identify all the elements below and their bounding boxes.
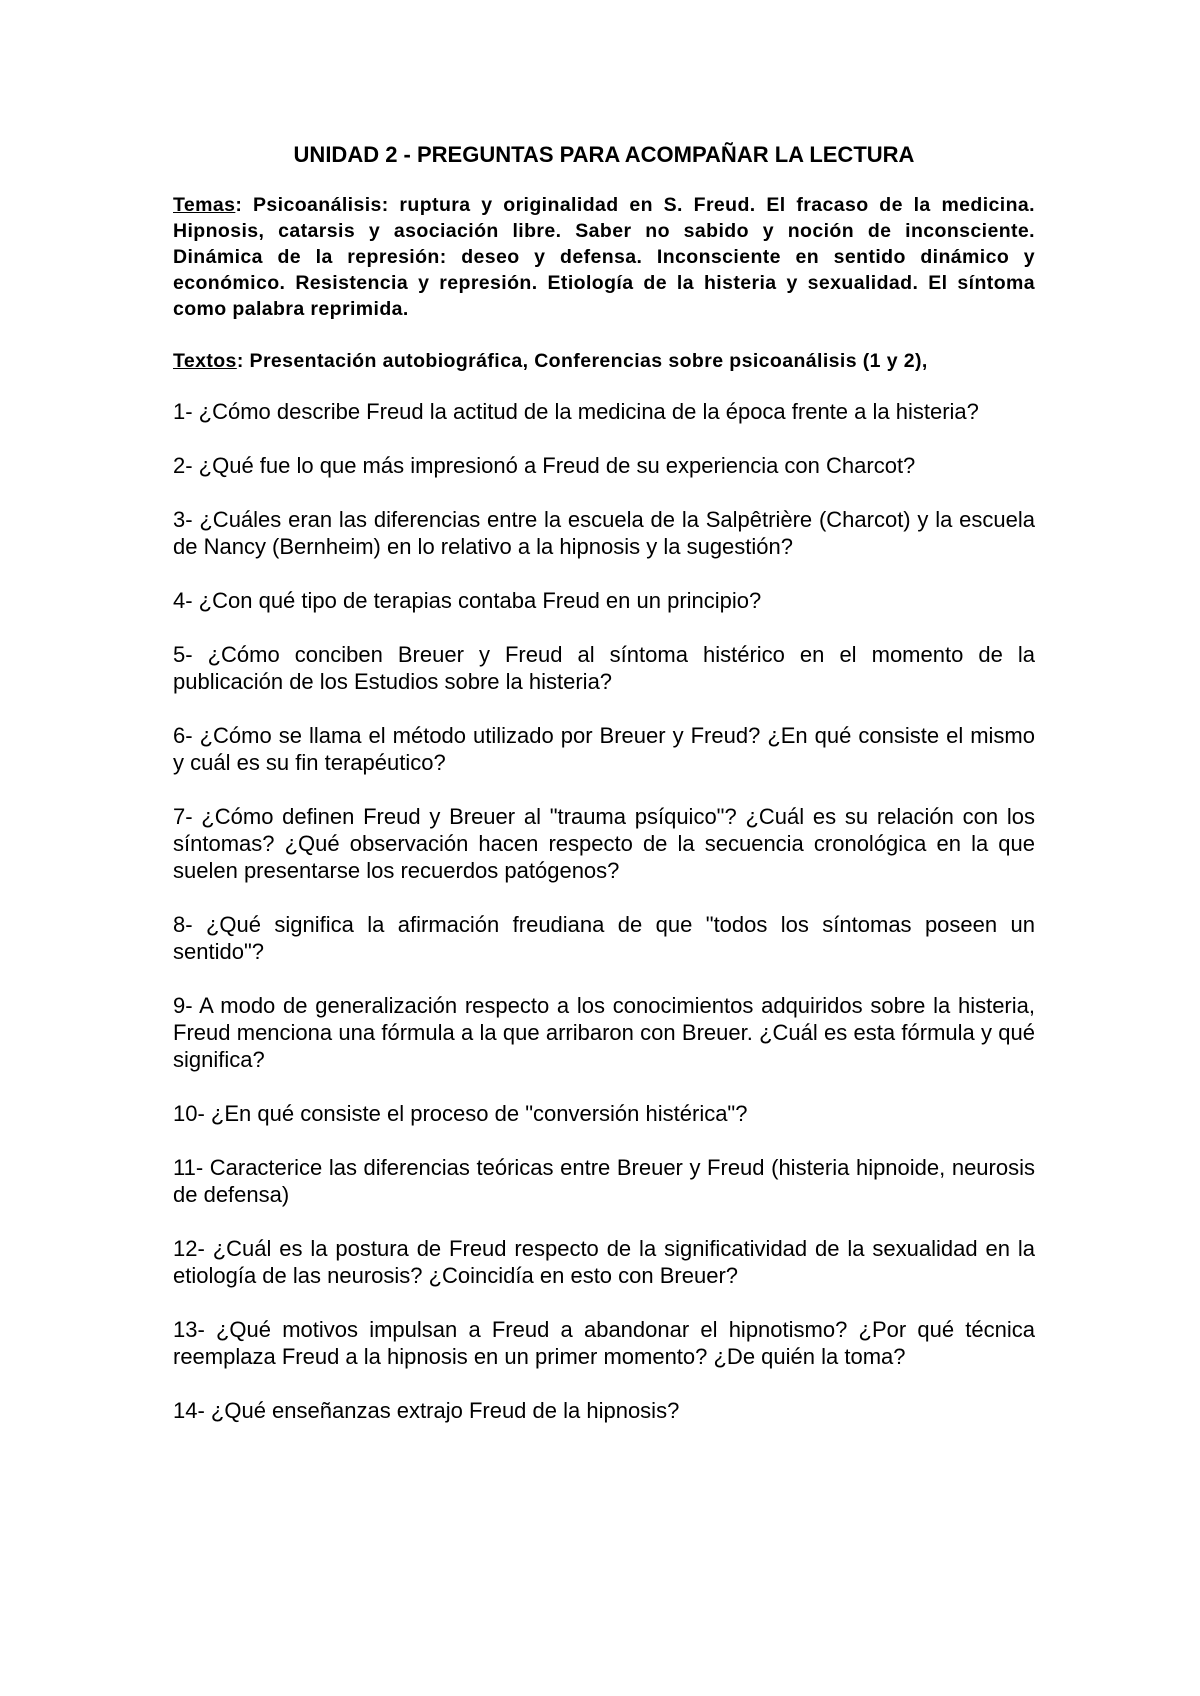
topics-label: Temas	[173, 194, 236, 216]
texts-paragraph	[173, 348, 1035, 374]
topics-paragraph	[173, 192, 1035, 322]
question-8: 8- ¿Qué significa la afirmación freudiana de que "todos los síntomas poseen un sentido"?	[173, 912, 1035, 964]
topics-separator: :	[235, 194, 243, 216]
document-page	[173, 142, 1035, 1451]
question-13: 13- ¿Qué motivos impulsan a Freud a abandonar el hipnotismo? ¿Por qué técnica reemplaza Freud a la hipnosis en un primer momento? ¿De quién la toma?	[173, 1317, 1035, 1369]
question-list	[173, 398, 1035, 1424]
question-7: 7- ¿Cómo definen Freud y Breuer al "trauma psíquico"? ¿Cuál es su relación con los síntomas? ¿Qué observación hacen respecto de la secuencia cronológica en la que suelen presentarse los recuerdos patógenos?	[173, 804, 1035, 883]
question-1: 1- ¿Cómo describe Freud la actitud de la medicina de la época frente a la histeria?	[173, 399, 979, 424]
question-12: 12- ¿Cuál es la postura de Freud respecto de la significatividad de la sexualidad en la etiología de las neurosis? ¿Coincidía en esto con Breuer?	[173, 1236, 1035, 1288]
question-2: 2- ¿Qué fue lo que más impresionó a Freud de su experiencia con Charcot?	[173, 453, 916, 478]
question-6: 6- ¿Cómo se llama el método utilizado por Breuer y Freud? ¿En qué consiste el mismo y cuál es su fin terapéutico?	[173, 723, 1035, 775]
question-10: 10- ¿En qué consiste el proceso de "conversión histérica"?	[173, 1101, 748, 1126]
topics-text: Psicoanálisis: ruptura y originalidad en S. Freud. El fracaso de la medicina. Hipnosis, catarsis y asociación libre. Saber no sabido y noción de inconsciente. Dinámica de la represión: deseo y defensa. Inconsciente en sentido dinámico y económico. Resistencia y represión. Etiología de la histeria y sexualidad. El síntoma como palabra reprimida.	[173, 194, 1035, 320]
question-9: 9- A modo de generalización respecto a los conocimientos adquiridos sobre la histeria, Freud menciona una fórmula a la que arribaron con Breuer. ¿Cuál es esta fórmula y qué significa?	[173, 993, 1035, 1072]
question-4: 4- ¿Con qué tipo de terapias contaba Freud en un principio?	[173, 588, 762, 613]
texts-text: Presentación autobiográfica, Conferencias sobre psicoanálisis (1 y 2),	[243, 350, 928, 372]
texts-label: Textos	[173, 350, 237, 372]
question-3: 3- ¿Cuáles eran las diferencias entre la escuela de la Salpêtrière (Charcot) y la escuela de Nancy (Bernheim) en lo relativo a la hipnosis y la sugestión?	[173, 507, 1035, 559]
texts-separator: :	[236, 350, 244, 372]
question-5: 5- ¿Cómo conciben Breuer y Freud al síntoma histérico en el momento de la publicación de los Estudios sobre la histeria?	[173, 642, 1035, 694]
question-14: 14- ¿Qué enseñanzas extrajo Freud de la hipnosis?	[173, 1398, 680, 1423]
document-title: UNIDAD 2 - PREGUNTAS PARA ACOMPAÑAR LA LECTURA	[293, 142, 915, 167]
question-11: 11- Caracterice las diferencias teóricas entre Breuer y Freud (histeria hipnoide, neurosis de defensa)	[173, 1155, 1035, 1207]
